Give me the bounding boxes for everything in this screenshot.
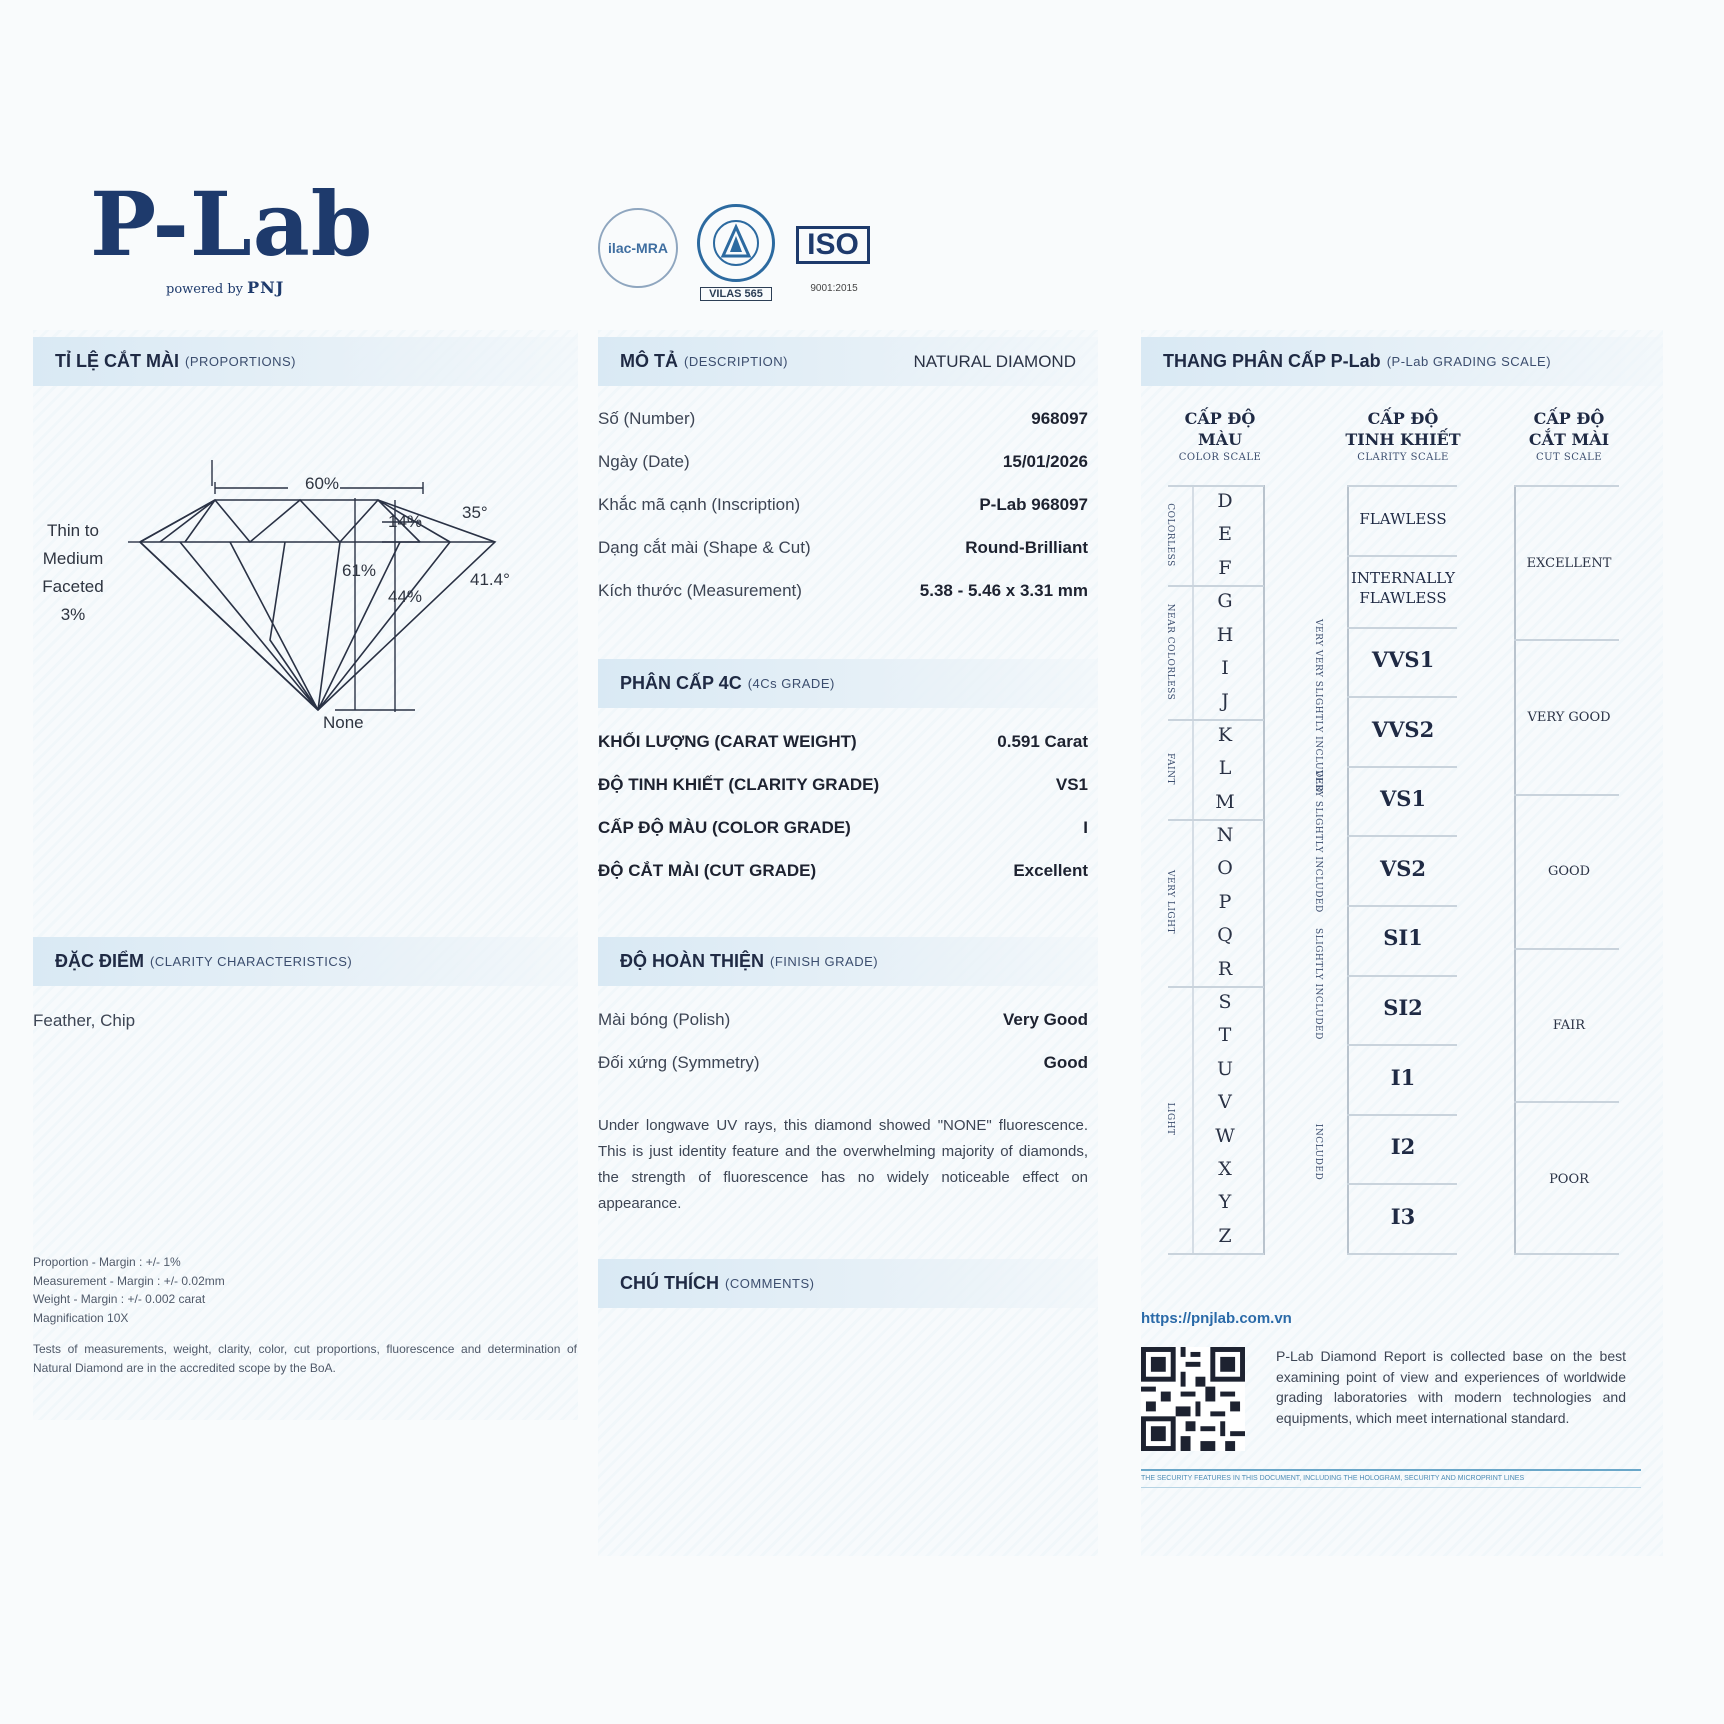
cut-grade: POOR: [1549, 1172, 1589, 1187]
finish-label: Đối xứng (Symmetry): [598, 1053, 760, 1072]
grade-4c-row: [598, 861, 1088, 881]
color-grade-letter: D: [1217, 490, 1233, 512]
clarity-group-label: VERY VERY SLIGHTLY INCLUDED: [1313, 619, 1323, 793]
description-value: P-Lab 968097: [979, 495, 1088, 514]
finish-subtitle: (FINISH GRADE): [770, 954, 879, 969]
clarity-group-label: VERY SLIGHTLY INCLUDED: [1313, 770, 1323, 913]
logo-sub-brand: PNJ: [247, 278, 285, 297]
color-group-divider: [1168, 819, 1264, 821]
color-grade-letter: K: [1217, 724, 1233, 746]
color-grade-letter: S: [1218, 991, 1232, 1013]
margins-list: [33, 1253, 225, 1327]
description-row: [598, 495, 1088, 515]
logo-powered-by: [166, 278, 284, 297]
finish-value: Good: [1043, 1053, 1088, 1072]
color-scale-heading: [1170, 408, 1270, 463]
description-title: MÔ TẢ: [620, 351, 678, 371]
comments-subtitle: (COMMENTS): [725, 1276, 815, 1291]
clarity-grade: VS1: [1379, 786, 1427, 811]
cut-grade-divider: [1514, 639, 1619, 641]
description-label: Số (Number): [598, 409, 696, 428]
clarity-grade-divider: [1347, 1183, 1457, 1185]
crown-height: 14%: [388, 512, 423, 531]
clarity-characteristics-subtitle: (CLARITY CHARACTERISTICS): [150, 954, 353, 969]
security-microprint: THE SECURITY FEATURES IN THIS DOCUMENT, INCLUDING THE HOLOGRAM, SECURITY AND MICROPRINT LINES: [1141, 1475, 1525, 1482]
description-label: Khắc mã cạnh (Inscription): [598, 495, 801, 514]
color-grade-letter: H: [1216, 624, 1234, 646]
cut-grade-divider: [1514, 1101, 1619, 1103]
clarity-grade-divider: [1347, 766, 1457, 768]
clarity-grade: VVS2: [1371, 717, 1435, 742]
clarity-grade: I1: [1390, 1065, 1416, 1090]
clarity-grade-divider: [1347, 835, 1457, 837]
iso-badge: ISO: [796, 226, 870, 264]
description-label: Dạng cắt mài (Shape & Cut): [598, 538, 811, 557]
color-grade-letter: I: [1221, 657, 1229, 679]
crown-angle: 35°: [462, 503, 488, 522]
girdle-line-1: Thin to: [47, 521, 99, 540]
margin-line: Proportion - Margin : +/- 1%: [33, 1255, 181, 1269]
cut-grade-divider: [1514, 794, 1619, 796]
grade-4c-value: I: [1083, 818, 1088, 837]
cut-scale-h2: CẮT MÀI: [1528, 430, 1610, 449]
clarity-grade: I3: [1390, 1204, 1416, 1229]
description-label: Kích thước (Measurement): [598, 581, 802, 600]
vilas-label: VILAS 565: [700, 287, 772, 301]
cut-scale-top: [1514, 485, 1619, 487]
total-depth: 61%: [342, 561, 377, 580]
clarity-grade: FLAWLESS: [1359, 510, 1447, 528]
color-grade-letter: N: [1216, 824, 1234, 846]
color-grade-letter: L: [1218, 757, 1232, 779]
cut-scale-h1: CẤP ĐỘ: [1533, 409, 1605, 428]
color-grade-letter: Z: [1218, 1225, 1232, 1247]
culet-size: None: [323, 713, 364, 732]
clarity-grade-divider: [1347, 1114, 1457, 1116]
color-scale-border: [1263, 485, 1265, 1255]
color-grade-letter: F: [1218, 557, 1232, 579]
color-group-divider: [1168, 986, 1264, 988]
girdle-line-4: 3%: [60, 605, 86, 624]
color-grade-letter: X: [1218, 1158, 1232, 1180]
finish-header: [598, 937, 1098, 986]
diamond-type: NATURAL DIAMOND: [913, 351, 1076, 371]
color-scale-h1: CẤP ĐỘ: [1184, 409, 1256, 428]
grading-scale-subtitle: (P-Lab GRADING SCALE): [1386, 354, 1552, 369]
cut-grade: FAIR: [1552, 1018, 1586, 1033]
girdle-line-2: Medium: [42, 549, 104, 568]
description-value: 15/01/2026: [1002, 452, 1088, 471]
clarity-scale-h1: CẤP ĐỘ: [1367, 409, 1439, 428]
website-link[interactable]: https://pnjlab.com.vn: [1141, 1310, 1292, 1327]
security-line-top: [1141, 1469, 1641, 1471]
color-scale-bottom: [1168, 1253, 1264, 1255]
clarity-grade: SI2: [1383, 995, 1423, 1020]
description-header: [598, 337, 1098, 386]
girdle-description: [33, 517, 113, 629]
table-percentage: 60%: [305, 474, 340, 493]
description-label: Ngày (Date): [598, 452, 690, 471]
color-grade-letter: G: [1217, 590, 1233, 612]
color-group-label: LIGHT: [1165, 1102, 1175, 1136]
grading-scale-title: THANG PHÂN CẤP P-Lab: [1163, 351, 1381, 371]
pavilion-depth: 44%: [388, 587, 423, 606]
grade-4c-value: VS1: [1055, 775, 1088, 794]
ilac-mra-text: ilac-MRA: [608, 240, 668, 256]
clarity-grade-divider: [1347, 696, 1457, 698]
clarity-grade-divider: [1347, 1044, 1457, 1046]
color-scale-h2: MÀU: [1197, 430, 1243, 449]
color-grade-letter: Q: [1217, 924, 1233, 946]
cut-scale-h3: CUT SCALE: [1535, 452, 1603, 463]
cut-grade: GOOD: [1547, 864, 1591, 879]
description-row: [598, 538, 1088, 558]
clarity-grade: INTERNALLY FLAWLESS: [1350, 569, 1456, 607]
description-row: [598, 581, 1088, 601]
clarity-grade: SI1: [1383, 925, 1423, 950]
grade-4c-label: CẤP ĐỘ MÀU (COLOR GRADE): [598, 818, 851, 837]
clarity-grade-divider: [1347, 905, 1457, 907]
grade-4c-value: Excellent: [1013, 861, 1088, 880]
grade-4c-label: ĐỘ CẮT MÀI (CUT GRADE): [598, 861, 817, 880]
cut-scale-heading: [1519, 408, 1619, 463]
grade-4c-label: ĐỘ TINH KHIẾT (CLARITY GRADE): [598, 775, 880, 794]
grade-4c-header: [598, 659, 1098, 708]
color-grade-letter: W: [1215, 1125, 1235, 1147]
grade-4c-row: [598, 818, 1088, 838]
description-value: 968097: [1031, 409, 1088, 428]
grade-4c-row: [598, 732, 1088, 752]
color-group-label: FAINT: [1165, 753, 1175, 785]
clarity-scale-heading: [1343, 408, 1463, 463]
clarity-scale-h2: TINH KHIẾT: [1345, 430, 1461, 449]
color-grade-letter: J: [1221, 690, 1229, 712]
margin-line: Measurement - Margin : +/- 0.02mm: [33, 1273, 225, 1288]
clarity-scale-bottom: [1347, 1253, 1457, 1255]
color-grade-letter: P: [1218, 891, 1232, 913]
vilas-badge: [697, 204, 775, 282]
iso-label: 9001:2015: [810, 283, 858, 294]
clarity-characteristics-value: Feather, Chip: [33, 1011, 136, 1030]
margin-line: Magnification 10X: [33, 1310, 129, 1325]
clarity-group-label: INCLUDED: [1313, 1123, 1323, 1181]
color-grade-letter: E: [1218, 523, 1232, 545]
clarity-scale-top: [1347, 485, 1457, 487]
clarity-grade-divider: [1347, 555, 1457, 557]
finish-value: Very Good: [1002, 1010, 1088, 1029]
girdle-line-3: Faceted: [42, 577, 104, 596]
pavilion-angle: 41.4°: [470, 570, 510, 589]
clarity-scale-h3: CLARITY SCALE: [1357, 452, 1449, 463]
clarity-grade-divider: [1347, 975, 1457, 977]
report-description: P-Lab Diamond Report is collected base on the best examining point of view and experiences of worldwide grading laboratories with modern technologies and equipments, which meet international standard.: [1276, 1348, 1626, 1426]
grade-4c-value: 0.591 Carat: [997, 732, 1088, 751]
proportions-subtitle: (PROPORTIONS): [185, 354, 296, 369]
comments-header: [598, 1259, 1098, 1308]
plab-logo: P-Lab: [90, 172, 374, 276]
clarity-grade: VVS1: [1371, 647, 1435, 672]
margin-line: Weight - Margin : +/- 0.002 carat: [33, 1292, 206, 1306]
fluorescence-note: Under longwave UV rays, this diamond showed "NONE" fluorescence. This is just identity feature and the overwhelming majority of diamonds, the strength of fluorescence has no widely noticeable effect on appearance.: [598, 1117, 1088, 1212]
grade-4c-row: [598, 775, 1088, 795]
description-subtitle: (DESCRIPTION): [684, 354, 788, 369]
clarity-grade: I2: [1390, 1134, 1416, 1159]
color-group-label: VERY LIGHT: [1165, 870, 1175, 934]
finish-row: [598, 1053, 1088, 1073]
clarity-characteristics-title: ĐẶC ĐIỂM: [55, 951, 144, 971]
color-grade-letter: U: [1216, 1058, 1233, 1080]
proportions-header: [33, 337, 578, 386]
color-group-divider: [1168, 719, 1264, 721]
cut-grade: VERY GOOD: [1527, 710, 1611, 725]
vilas-emblem-icon: [711, 218, 761, 268]
qr-code-icon[interactable]: [1141, 1347, 1245, 1451]
grade-4c-label: KHỐI LƯỢNG (CARAT WEIGHT): [598, 732, 857, 751]
finish-row: [598, 1010, 1088, 1030]
comments-title: CHÚ THÍCH: [620, 1273, 719, 1293]
logo-sub-prefix: powered by: [166, 282, 243, 297]
color-grade-letter: R: [1217, 958, 1233, 980]
clarity-group-label: SLIGHTLY INCLUDED: [1313, 928, 1323, 1040]
cut-grade-divider: [1514, 948, 1619, 950]
grade-4c-subtitle: (4Cs GRADE): [747, 676, 835, 691]
color-group-label: COLORLESS: [1165, 503, 1175, 567]
scope-note: Tests of measurements, weight, clarity, color, cut proportions, fluorescence and determination of Natural Diamond are in the accredited scope by the BoA.: [33, 1342, 577, 1375]
finish-title: ĐỘ HOÀN THIỆN: [620, 951, 764, 971]
description-value: 5.38 - 5.46 x 3.31 mm: [919, 581, 1088, 600]
clarity-grade-divider: [1347, 627, 1457, 629]
description-row: [598, 409, 1088, 429]
color-scale-top: [1168, 485, 1264, 487]
security-line-bottom: [1141, 1487, 1641, 1488]
finish-label: Mài bóng (Polish): [598, 1010, 731, 1029]
color-grade-letter: M: [1215, 791, 1235, 813]
ilac-mra-badge: [598, 208, 678, 288]
cut-grade: EXCELLENT: [1526, 556, 1612, 571]
diamond-proportions-diagram: [120, 460, 540, 740]
description-row: [598, 452, 1088, 472]
color-scale-h3: COLOR SCALE: [1178, 452, 1262, 463]
grading-scale-header: [1141, 337, 1663, 386]
cut-scale-bottom: [1514, 1253, 1619, 1255]
clarity-characteristics-header: [33, 937, 578, 986]
color-grade-letter: T: [1218, 1024, 1232, 1046]
description-value: Round-Brilliant: [965, 538, 1088, 557]
color-group-divider: [1168, 585, 1264, 587]
color-grade-letter: Y: [1218, 1191, 1232, 1213]
proportions-title: TỈ LỆ CẮT MÀI: [55, 351, 179, 371]
grade-4c-title: PHÂN CẤP 4C: [620, 673, 742, 693]
color-group-label: NEAR COLORLESS: [1165, 603, 1175, 701]
color-grade-letter: V: [1218, 1091, 1232, 1113]
color-grade-letter: O: [1217, 857, 1233, 879]
clarity-grade: VS2: [1379, 856, 1427, 881]
